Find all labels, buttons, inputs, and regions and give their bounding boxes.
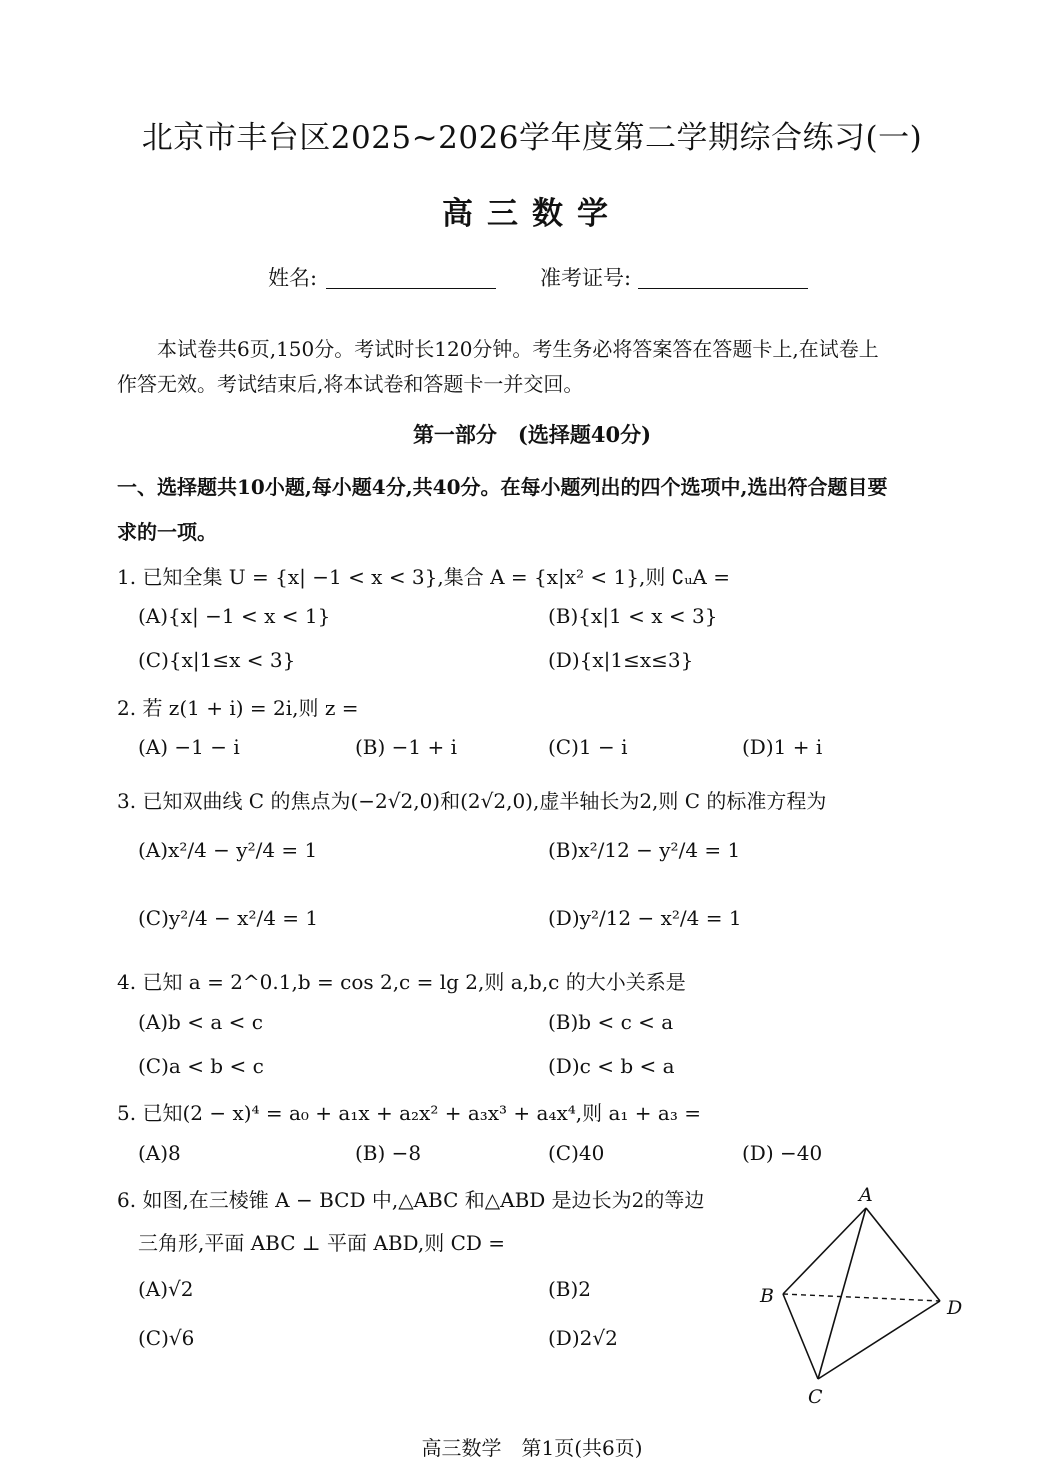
intro-line-1: 本试卷共6页,150分。考试时长120分钟。考生务必将答案答在答题卡上,在试卷上 [157,337,879,361]
q5-option-d: (D) −40 [742,1141,823,1165]
question-4-stem: 4. 已知 a = 2^0.1,b = cos 2,c = lg 2,则 a,b,c 的大小关系是 [117,970,686,994]
vertex-label-c: C [808,1386,823,1408]
edge-bc [783,1294,818,1379]
q2-option-b: (B) −1 + i [355,735,458,759]
q4-option-b: (B)b < c < a [548,1010,674,1034]
q1-option-a: (A){x| −1 < x < 1} [138,604,331,628]
q1-option-d: (D){x|1≤x≤3} [548,648,694,672]
q2-option-a: (A) −1 − i [138,735,240,759]
edge-ad [866,1208,940,1301]
exam-title: 北京市丰台区2025~2026学年度第二学期综合练习(一) [141,120,923,156]
question-2-stem: 2. 若 z(1 + i) = 2i,则 z = [117,696,359,720]
section-title: 第一部分 (选择题40分) [412,422,652,447]
intro-line-2: 作答无效。考试结束后,将本试卷和答题卡一并交回。 [117,372,584,396]
q3-option-d: (D)y²/12 − x²/4 = 1 [548,906,742,930]
q4-option-c: (C)a < b < c [138,1054,264,1078]
question-1-stem: 1. 已知全集 U = {x| −1 < x < 3},集合 A = {x|x² < 1},则 ∁ᵤA = [117,565,730,589]
page-footer: 高三数学 第1页(共6页) [421,1436,643,1460]
subject-title: 高三数学 [442,196,622,232]
q4-option-d: (D)c < b < a [548,1054,675,1078]
section-instruction-line-1: 一、选择题共10小题,每小题4分,共40分。在每小题列出的四个选项中,选出符合题目要 [117,475,888,499]
question-6-stem-line-2: 三角形,平面 ABC ⊥ 平面 ABD,则 CD = [138,1231,506,1255]
tetrahedron-figure [750,1180,980,1410]
q3-option-c: (C)y²/4 − x²/4 = 1 [138,906,319,930]
q6-option-b: (B)2 [548,1277,592,1301]
question-5-stem: 5. 已知(2 − x)⁴ = a₀ + a₁x + a₂x² + a₃x³ + a₄x⁴,则 a₁ + a₃ = [117,1101,701,1125]
q5-option-a: (A)8 [138,1141,181,1165]
vertex-label-d: D [947,1297,963,1319]
q1-option-b: (B){x|1 < x < 3} [548,604,718,628]
q4-option-a: (A)b < a < c [138,1010,263,1034]
vertex-label-b: B [760,1285,774,1307]
id-label: 准考证号: [540,266,632,290]
q3-option-a: (A)x²/4 − y²/4 = 1 [138,838,318,862]
q3-option-b: (B)x²/12 − y²/4 = 1 [548,838,741,862]
q2-option-c: (C)1 − i [548,735,628,759]
name-label: 姓名: [268,266,318,290]
vertex-label-a: A [859,1184,873,1206]
name-field[interactable] [326,288,496,289]
q2-option-d: (D)1 + i [742,735,823,759]
edge-bd-hidden [783,1294,940,1301]
q1-option-c: (C){x|1≤x < 3} [138,648,296,672]
q5-option-c: (C)40 [548,1141,605,1165]
id-field[interactable] [638,288,808,289]
question-6-stem-line-1: 6. 如图,在三棱锥 A − BCD 中,△ABC 和△ABD 是边长为2的等边 [117,1188,705,1212]
q6-option-d: (D)2√2 [548,1326,618,1350]
q6-option-c: (C)√6 [138,1326,195,1350]
question-3-stem: 3. 已知双曲线 C 的焦点为(−2√2,0)和(2√2,0),虚半轴长为2,则 C 的标准方程为 [117,789,827,813]
section-instruction-line-2: 求的一项。 [117,520,217,544]
q5-option-b: (B) −8 [355,1141,422,1165]
q6-option-a: (A)√2 [138,1277,194,1301]
